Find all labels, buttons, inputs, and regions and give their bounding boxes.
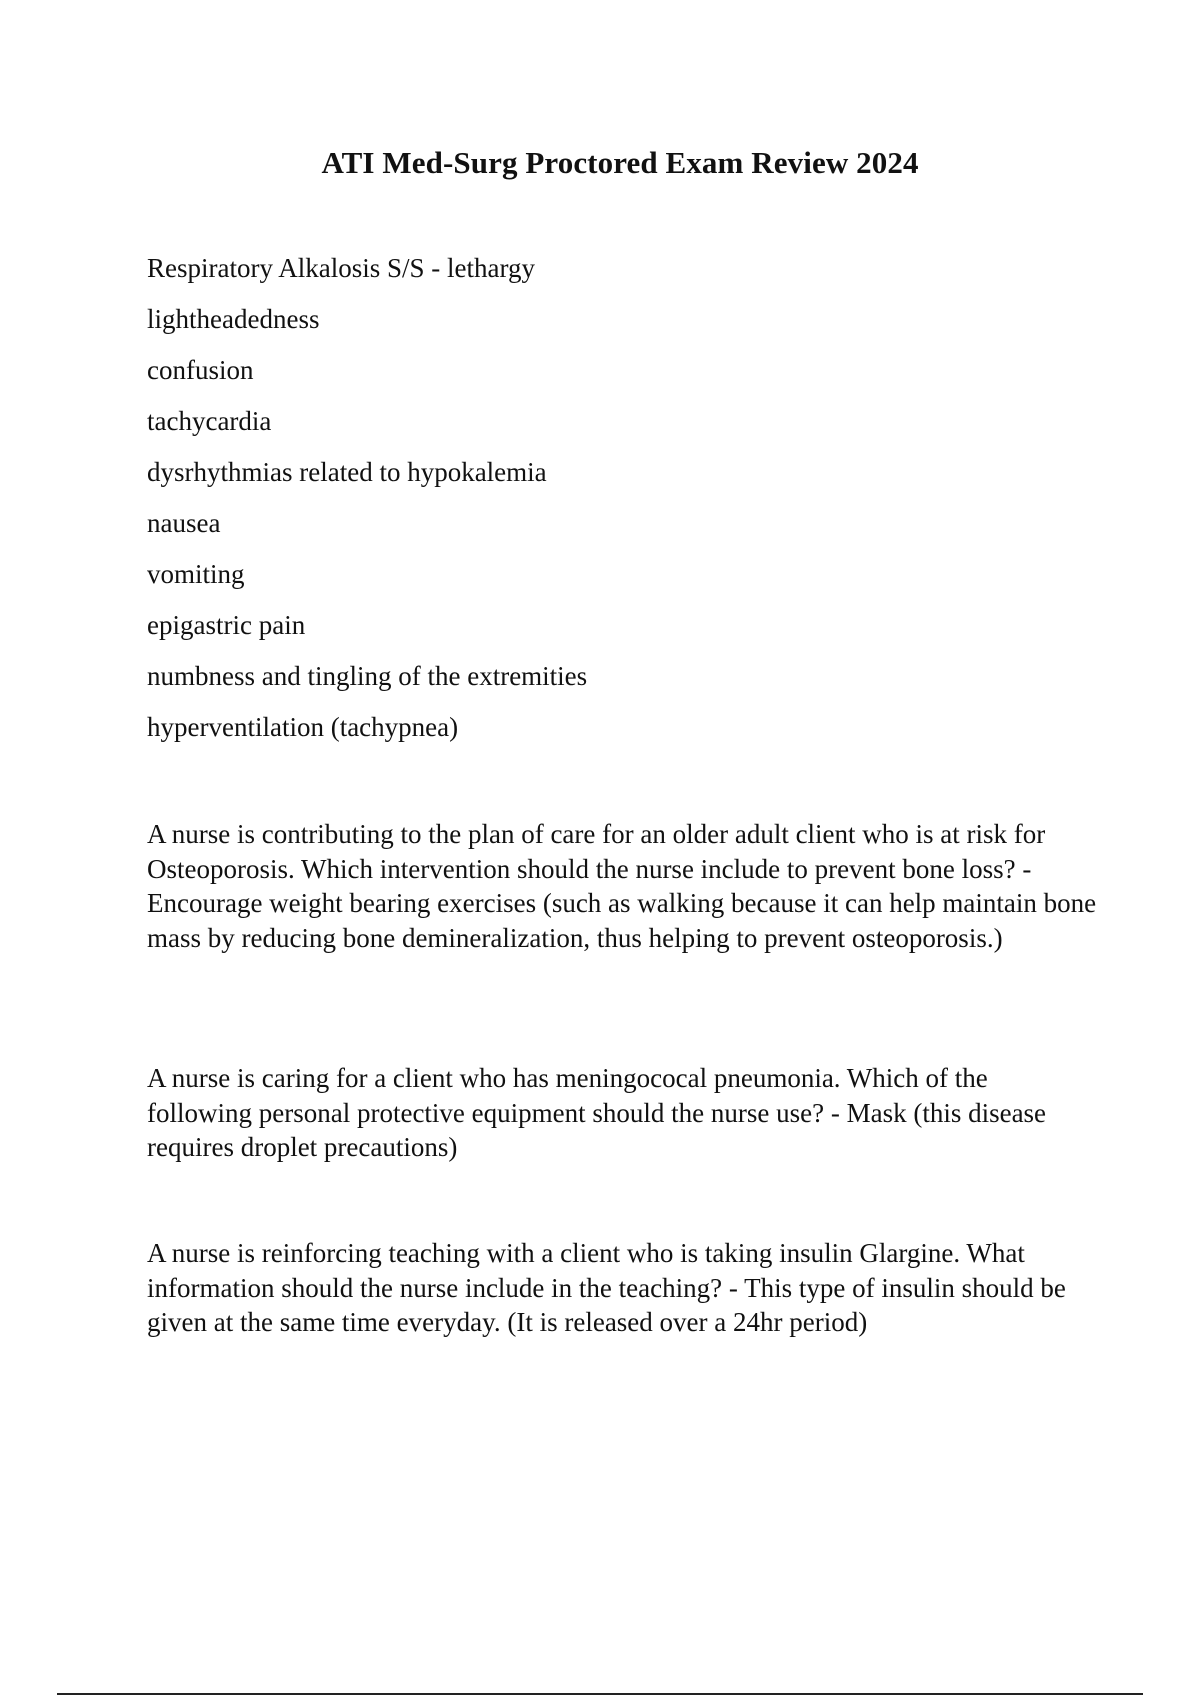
- list-item: dysrhythmias related to hypokalemia: [147, 457, 547, 487]
- list-item: nausea: [147, 508, 221, 538]
- list-item: Respiratory Alkalosis S/S - lethargy: [147, 253, 535, 283]
- page-bottom-divider: [57, 1693, 1143, 1695]
- question-osteoporosis: A nurse is contributing to the plan of care for an older adult client who is at risk for Osteoporosis. Which intervention should the nurse include to prevent bone loss? - Encourage weight bearing exercises (such as walking because it can help maintain bone mass by reducing bone demineralization, thus helping to prevent osteoporosis.): [147, 819, 1097, 953]
- question-insulin-glargine: A nurse is reinforcing teaching with a client who is taking insulin Glargine. What information should the nurse include in the teaching? - This type of insulin should be given at the same time everyday. (It is released over a 24hr period): [147, 1238, 1066, 1337]
- list-item: numbness and tingling of the extremities: [147, 661, 588, 691]
- page-title: ATI Med-Surg Proctored Exam Review 2024: [321, 145, 919, 180]
- list-item: vomiting: [147, 559, 245, 589]
- list-item: hyperventilation (tachypnea): [147, 712, 459, 742]
- list-item: lightheadedness: [147, 304, 320, 334]
- respiratory-alkalosis-list: [147, 252, 587, 762]
- question-meningococcal-ppe: A nurse is caring for a client who has meningococal pneumonia. Which of the following personal protective equipment should the nurse use? - Mask (this disease requires droplet precautions): [147, 1063, 1047, 1162]
- list-item: confusion: [147, 355, 254, 385]
- list-item: epigastric pain: [147, 610, 306, 640]
- list-item: tachycardia: [147, 406, 272, 436]
